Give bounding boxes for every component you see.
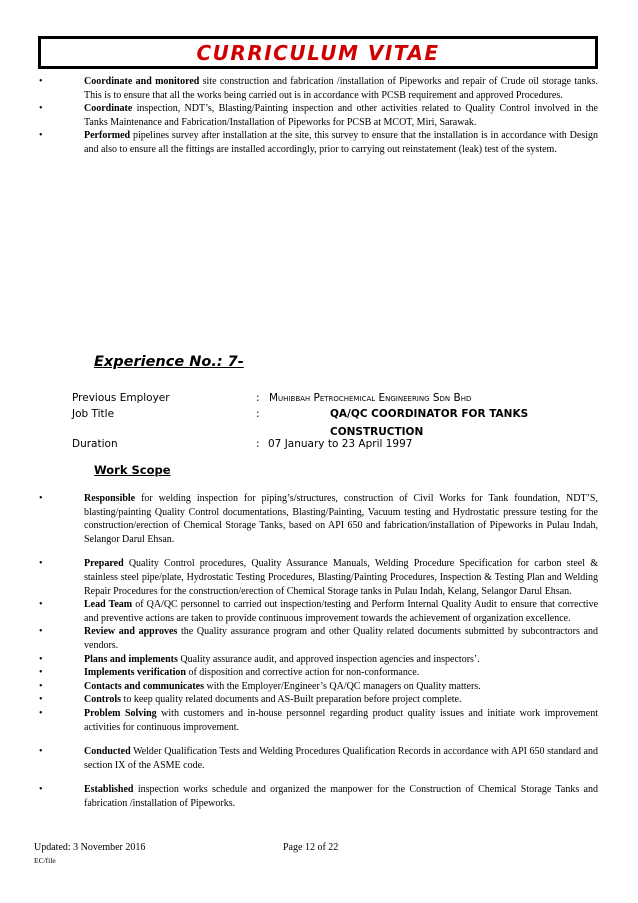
list-item (38, 653, 598, 667)
duration-value: 07 January to 23 April 1997 (268, 438, 413, 450)
bullet-text: with the Employer/Engineer’s QA/QC managers on Quality matters. (204, 680, 481, 692)
employer-label: Previous Employer (72, 392, 170, 404)
footer-page-number: Page 12 of 22 (283, 842, 339, 853)
responsibility-list (38, 75, 598, 157)
bullet-text: inspection, NDT’s, Blasting/Painting inspection and other activities related to Quality Control involved in the Tanks Maintenance and Fabrication/Installation of Pipeworks for PCSB at MCOT, Miri, Sarawak. (84, 103, 598, 128)
bullet-lead: Established (84, 784, 134, 796)
bullet-lead: Responsible (84, 493, 136, 504)
bullet-text: inspection works schedule and organized the manpower for the Construction of Chemical Storage Tanks and fabrication /installation of Pipeworks. (84, 784, 598, 809)
list-item (38, 745, 598, 772)
cv-title: CURRICULUM VITAE (196, 41, 440, 65)
job-title-value: QA/QC COORDINATOR FOR TANKS CONSTRUCTION (330, 408, 529, 438)
bullet-text: pipelines survey after installation at the site, this survey to ensure that the installation is in accordance with Design and also to ensure all the fittings are installed accordingly, prior to carrying out reinstatement (leak) test of the system. (84, 130, 598, 155)
bullet-text: the Quality assurance program and other Quality related documents submitted by subcontractors and vendors. (84, 626, 598, 651)
bullet-lead: Plans and implements (84, 653, 178, 665)
list-item (38, 598, 598, 625)
cv-title-box (38, 36, 598, 69)
bullet-icon: • (39, 493, 43, 504)
bullet-icon: • (39, 103, 43, 115)
bullet-lead: Coordinate (84, 103, 133, 115)
list-item (38, 783, 598, 810)
bullet-icon: • (39, 599, 43, 611)
list-item (38, 75, 598, 102)
list-item (38, 707, 598, 734)
footer-updated: Updated: 3 November 2016 (34, 842, 146, 853)
duration-label: Duration (72, 438, 118, 450)
bullet-lead: Contacts and communicates (84, 680, 204, 692)
list-item (38, 693, 598, 707)
bullet-text: Welder Qualification Tests and Welding Procedures Qualification Records in accordance with API 650 standard and section IX of the ASME code. (84, 746, 598, 771)
experience-heading: Experience No.: 7- (94, 354, 244, 370)
bullet-lead: Coordinate and monitored (84, 76, 200, 87)
list-item (38, 680, 598, 694)
bullet-text: to keep quality related documents and AS-Built preparation before project complete. (121, 694, 462, 706)
bullet-icon: • (39, 653, 43, 665)
bullet-lead: Implements verification (84, 667, 186, 679)
bullet-text: Quality assurance audit, and approved inspection agencies and inspectors’. (177, 653, 480, 665)
colon: : (256, 408, 260, 420)
bullet-icon: • (39, 680, 43, 692)
bullet-lead: Review and approves (84, 626, 178, 638)
job-title-label: Job Title (72, 408, 115, 420)
bullet-text: of QA/QC personnel to carried out inspection/testing and Perform Internal Quality Audit to ensure that corrective and preventive actions are taken to provide continuous improvement towards the achievement of organization excellence. (84, 599, 599, 624)
list-item (38, 129, 598, 156)
bullet-icon: • (39, 667, 43, 679)
colon: : (256, 438, 260, 450)
list-item (38, 492, 598, 546)
bullet-lead: Problem Solving (84, 707, 157, 719)
bullet-icon: • (39, 746, 43, 758)
bullet-icon: • (39, 694, 43, 706)
work-scope-list (38, 492, 598, 810)
employer-value: Muhibbah Petrochemical Engineering Sdn Bhd (269, 392, 472, 404)
bullet-lead: Prepared (84, 558, 124, 570)
bullet-lead: Performed (84, 130, 131, 142)
bullet-icon: • (39, 707, 43, 719)
bullet-lead: Controls (84, 694, 122, 706)
footer-file: EC/file (34, 856, 56, 865)
bullet-icon: • (39, 76, 43, 87)
list-item (38, 102, 598, 129)
bullet-icon: • (39, 626, 43, 638)
bullet-text: of disposition and corrective action for non-conformance. (185, 667, 420, 679)
work-scope-heading: Work Scope (94, 463, 171, 477)
bullet-lead: Lead Team (84, 599, 133, 611)
bullet-text: for welding inspection for piping’s/structures, construction of Civil Works for Tank foundation, NDT’S, blasting/painting Quality Control documentations, Blasting/Painting, Vacuum testing and Hydrostatic pressure testing for the construction/erection of Chemical Storage Tanks, based on API 650 and fabrication/installation of Pipeworks in Pulau Indah, Selangor Darul Ehsan. (84, 493, 598, 545)
bullet-icon: • (39, 130, 43, 142)
list-item (38, 557, 598, 598)
employer-row (72, 392, 472, 404)
list-item (38, 666, 598, 680)
bullet-text: Quality Control procedures, Quality Assurance Manuals, Welding Procedure Specification for carbon steel & stainless steel pipe/plate, Hydrostatic Testing Procedures, Blasting/Painting Procedures, Inspection & Testing Plan and Welding Repair Procedures for the construction/erection of Chemical Storage tanks in Pulau Indah, Kelang, Selangor Darul Ehsan. (84, 558, 598, 597)
bullet-icon: • (39, 784, 43, 796)
duration-row (72, 438, 413, 450)
colon: : (256, 392, 260, 404)
list-item (38, 625, 598, 652)
bullet-text: site construction and fabrication /installation of Pipeworks and repair of Crude oil storage tanks. This is to ensure that all the works being carried out is in accordance with PCSB requirement and approved Procedures. (84, 76, 598, 101)
job-title-row (72, 408, 529, 438)
bullet-text: with customers and in-house personnel regarding product quality issues and initiate work improvement activities for continuous improvement. (84, 707, 599, 733)
bullet-lead: Conducted (84, 746, 131, 758)
bullet-icon: • (39, 558, 43, 570)
